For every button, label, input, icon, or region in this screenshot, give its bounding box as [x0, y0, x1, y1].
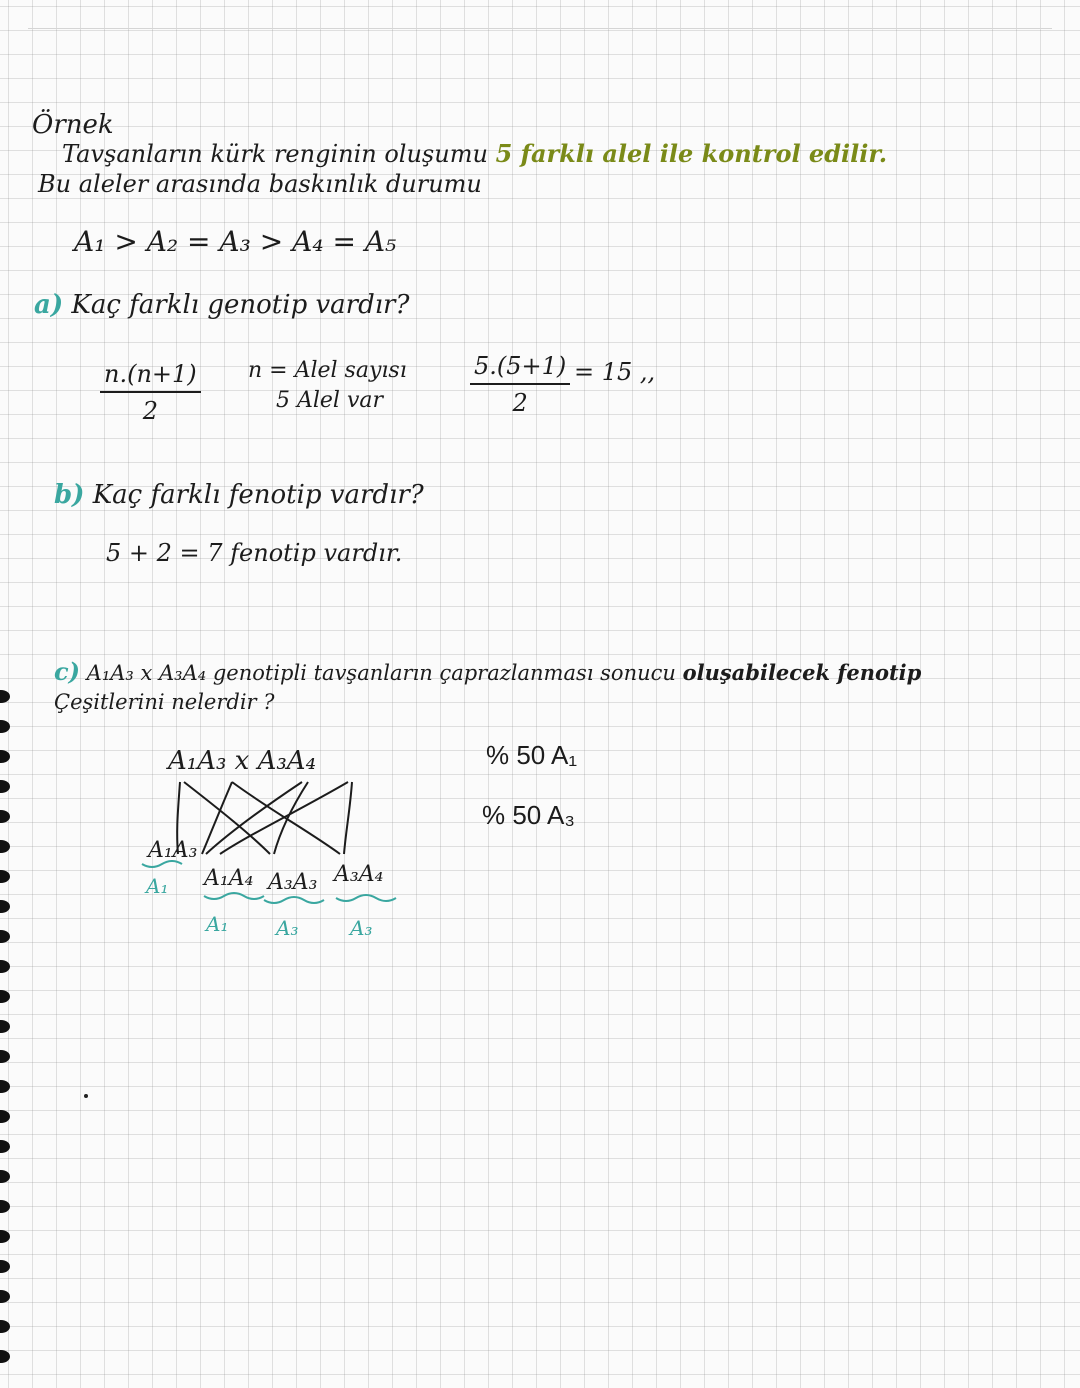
allele-count: 5 Alel var — [276, 388, 384, 413]
part-b-question — [54, 482, 424, 508]
offspring-1-genotype: A₁A₃ — [148, 838, 198, 863]
binding-hole — [0, 840, 10, 853]
part-c-label: c) — [54, 657, 80, 686]
result-1: % 50 A₁ — [486, 740, 578, 770]
problem-line-1 — [62, 139, 888, 168]
binding-hole — [0, 780, 10, 793]
underline-3 — [264, 897, 324, 903]
part-c-question-line-1 — [54, 657, 922, 686]
ink-dot — [84, 1094, 88, 1098]
underline-2 — [204, 893, 264, 899]
binding-hole — [0, 1170, 10, 1183]
formula-numerator: n.(n+1) — [100, 360, 201, 393]
part-a-label: a) — [34, 290, 64, 320]
offspring-underlines — [140, 860, 420, 920]
offspring-2-genotype: A₁A₄ — [204, 866, 254, 891]
underline-4 — [336, 895, 396, 901]
binding-hole — [0, 870, 10, 883]
binding-hole — [0, 1110, 10, 1123]
problem-line-1-highlight: 5 farklı alel ile kontrol edilir. — [495, 139, 888, 168]
spiral-binding — [0, 690, 16, 1388]
part-a-text: Kaç farklı genotip vardır? — [71, 290, 410, 320]
problem-line-1-text: Tavşanların kürk renginin oluşumu — [62, 140, 488, 168]
binding-hole — [0, 960, 10, 973]
offspring-4-genotype: A₃A₄ — [334, 862, 384, 887]
offspring-3-phenotype: A₃ — [276, 916, 299, 940]
binding-hole — [0, 930, 10, 943]
part-a-question — [34, 292, 409, 318]
n-definition: n = Alel sayısı — [248, 358, 407, 383]
binding-hole — [0, 900, 10, 913]
binding-hole — [0, 720, 10, 733]
binding-hole — [0, 810, 10, 823]
binding-hole — [0, 1200, 10, 1213]
binding-hole — [0, 750, 10, 763]
calc-result: = 15 ,, — [574, 358, 656, 386]
cross-line-8 — [344, 782, 352, 854]
calc-denominator: 2 — [512, 389, 528, 417]
binding-hole — [0, 990, 10, 1003]
binding-hole — [0, 1290, 10, 1303]
problem-line-2: Bu aleler arasında baskınlık durumu — [38, 170, 482, 198]
binding-hole — [0, 1140, 10, 1153]
part-c-highlight: oluşabilecek fenotip — [682, 660, 922, 685]
offspring-4-phenotype: A₃ — [350, 916, 373, 940]
part-b-text: Kaç farklı fenotip vardır? — [92, 480, 424, 510]
part-b-label: b) — [54, 480, 85, 510]
binding-hole — [0, 1080, 10, 1093]
binding-hole — [0, 1050, 10, 1063]
cross-line-7 — [220, 782, 348, 854]
genotype-formula — [100, 360, 201, 425]
offspring-3-genotype: A₃A₃ — [268, 870, 318, 895]
underline-1 — [142, 861, 182, 867]
genotype-calculation — [470, 352, 570, 417]
offspring-1-phenotype: A₁ — [146, 874, 169, 898]
calc-numerator: 5.(5+1) — [470, 352, 570, 385]
cross-parents: A₁A₃ x A₃A₄ — [168, 746, 316, 776]
offspring-2-phenotype: A₁ — [206, 912, 229, 936]
result-2: % 50 A₃ — [482, 800, 575, 830]
part-c-text: A₁A₃ x A₃A₄ genotipli tavşanların çaprazlanması sonucu — [86, 661, 676, 685]
example-heading: Örnek — [32, 110, 114, 140]
formula-denominator: 2 — [142, 397, 158, 425]
cross-line-6 — [274, 782, 308, 854]
part-b-answer: 5 + 2 = 7 fenotip vardır. — [106, 539, 403, 567]
dominance-series: A₁ > A₂ = A₃ > A₄ = A₅ — [74, 225, 397, 258]
binding-hole — [0, 690, 10, 703]
binding-hole — [0, 1260, 10, 1273]
part-c-question-line-2: Çeşitlerini nelerdir ? — [54, 690, 275, 714]
binding-hole — [0, 1230, 10, 1243]
page-top-rule — [28, 28, 1052, 29]
binding-hole — [0, 1020, 10, 1033]
binding-hole — [0, 1350, 10, 1363]
binding-hole — [0, 1320, 10, 1333]
